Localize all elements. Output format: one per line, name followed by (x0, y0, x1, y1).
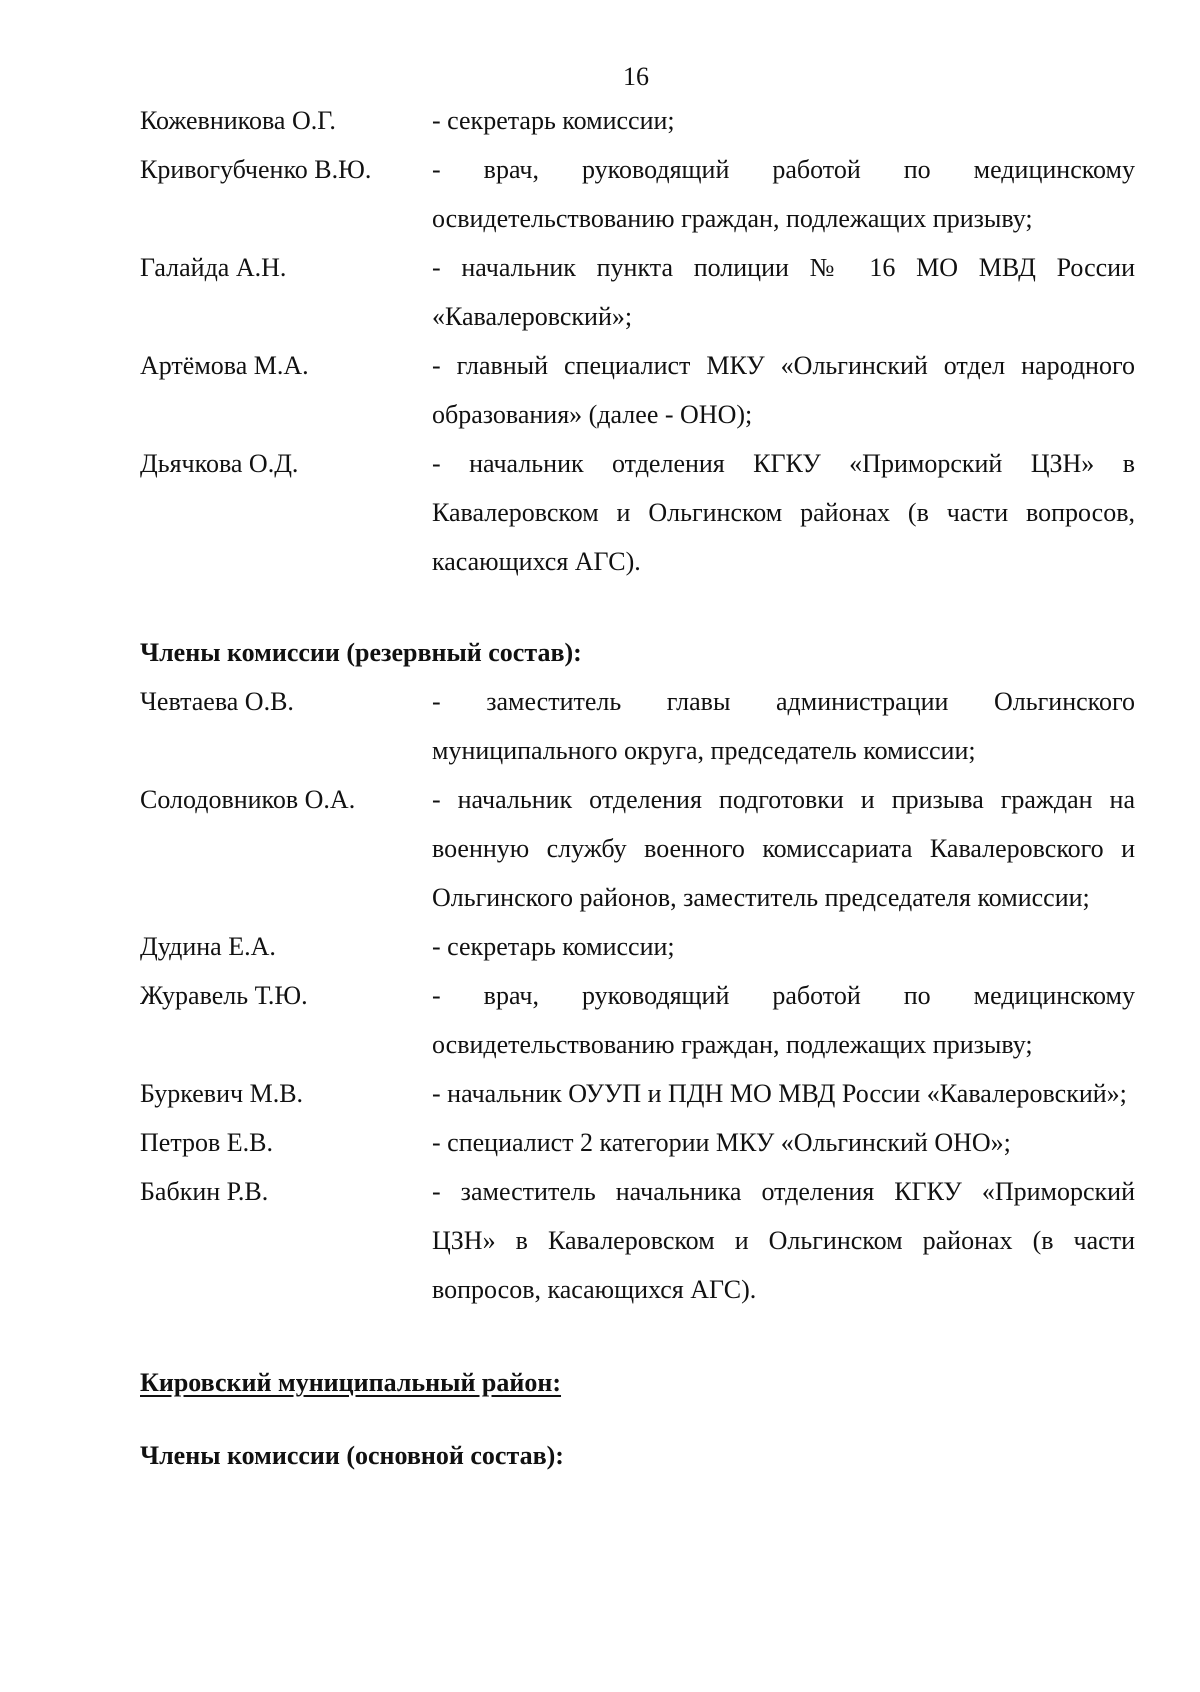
member-role: - врач, руководящий работой по медицинскому освидетельствованию граждан, подлежащих призыву; (432, 155, 1135, 233)
commission-member-entry (140, 1069, 1135, 1118)
member-role: - секретарь комиссии; (432, 932, 675, 961)
member-name: Буркевич М.В. (140, 1079, 304, 1108)
member-name: Кожевникова О.Г. (140, 106, 336, 135)
commission-member-entry (140, 145, 1135, 243)
section-heading-main-members: Члены комиссии (основной состав): (140, 1441, 564, 1470)
commission-member-entry (140, 775, 1135, 922)
member-role: - заместитель начальника отделения КГКУ «Приморский ЦЗН» в Кавалеровском и Ольгинском районах (в части вопросов, касающихся АГС). (432, 1177, 1135, 1304)
member-name: Артёмова М.А. (140, 351, 309, 380)
member-name: Дудина Е.А. (140, 932, 276, 961)
district-heading: Кировский муниципальный район: (140, 1368, 562, 1397)
member-role: - начальник отделения подготовки и призыва граждан на военную службу военного комиссариата Кавалеровского и Ольгинского районов, заместитель председателя комиссии; (432, 785, 1135, 912)
commission-member-entry (140, 971, 1135, 1069)
commission-member-entry (140, 677, 1135, 775)
member-name: Бабкин Р.В. (140, 1177, 269, 1206)
member-role: - заместитель главы администрации Ольгинского муниципального округа, председатель комиссии; (432, 687, 1135, 765)
member-name: Кривогубченко В.Ю. (140, 155, 372, 184)
commission-member-entry (140, 439, 1135, 586)
commission-member-entry (140, 1167, 1135, 1314)
member-role: - секретарь комиссии; (432, 106, 675, 135)
member-role: - специалист 2 категории МКУ «Ольгинский ОНО»; (432, 1128, 1011, 1157)
member-name: Журавель Т.Ю. (140, 981, 308, 1010)
commission-member-entry (140, 243, 1135, 341)
member-name: Петров Е.В. (140, 1128, 273, 1157)
member-name: Дьячкова О.Д. (140, 449, 299, 478)
commission-member-entry (140, 922, 1135, 971)
member-role: - врач, руководящий работой по медицинскому освидетельствованию граждан, подлежащих призыву; (432, 981, 1135, 1059)
member-role: - начальник отделения КГКУ «Приморский ЦЗН» в Кавалеровском и Ольгинском районах (в части вопросов, касающихся АГС). (432, 449, 1135, 576)
member-name: Галайда А.Н. (140, 253, 287, 282)
commission-list-main-continued (140, 96, 1135, 586)
member-role: - главный специалист МКУ «Ольгинский отдел народного образования» (далее - ОНО); (432, 351, 1135, 429)
commission-member-entry (140, 1118, 1135, 1167)
document-body (140, 96, 1135, 1480)
commission-member-entry (140, 341, 1135, 439)
member-name: Чевтаева О.В. (140, 687, 294, 716)
page-number: 16 (623, 62, 649, 91)
member-role: - начальник ОУУП и ПДН МО МВД России «Кавалеровский»; (432, 1079, 1127, 1108)
section-heading-reserve-members: Члены комиссии (резервный состав): (140, 638, 582, 667)
member-name: Солодовников О.А. (140, 785, 356, 814)
commission-member-entry (140, 96, 1135, 145)
member-role: - начальник пункта полиции № 16 МО МВД России «Кавалеровский»; (432, 253, 1135, 331)
commission-list-reserve (140, 677, 1135, 1314)
